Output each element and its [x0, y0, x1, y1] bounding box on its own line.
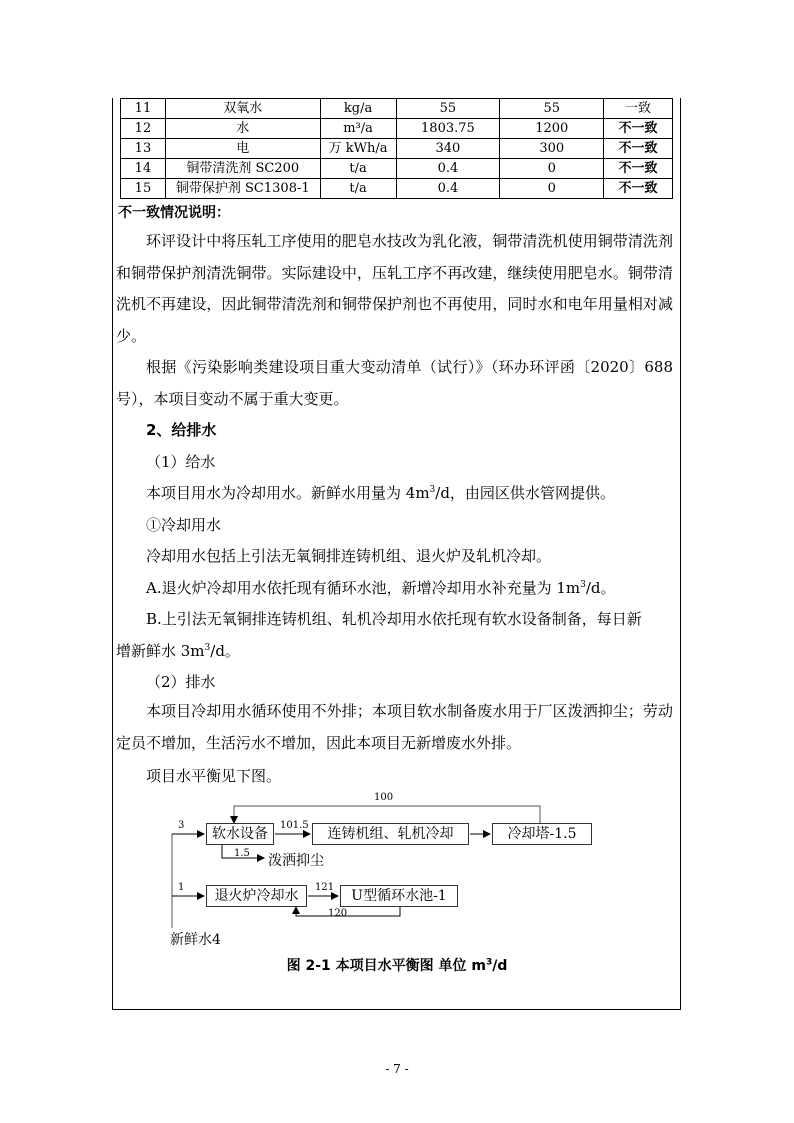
cell-no: 11 — [121, 99, 166, 119]
cell-eia: 55 — [396, 99, 500, 119]
cell-result: 不一致 — [604, 139, 673, 159]
figure-caption: 图 2-1 本项目水平衡图 单位 $m^3/d$ — [286, 957, 508, 974]
cell-actual: 55 — [500, 99, 604, 119]
page-number: - 7 - — [385, 1062, 409, 1076]
item-b-line-2: 增新鲜水 $3m^3/d$。 — [116, 642, 240, 660]
diagram-connectors — [160, 790, 600, 950]
cell-name: 铜带保护剂 SC1308-1 — [165, 179, 320, 199]
cell-no: 12 — [121, 119, 166, 139]
cell-name: 水 — [165, 119, 320, 139]
label-fresh: 新鲜水4 — [170, 932, 221, 948]
cell-actual: 0 — [500, 159, 604, 179]
label-return: 100 — [374, 792, 394, 803]
label-spill: 泼洒抑尘 — [268, 853, 324, 869]
pool-box: U型循环水池-1 — [340, 885, 458, 907]
table-row — [121, 139, 673, 159]
cell-eia: 0.4 — [396, 159, 500, 179]
label-pool-return: 120 — [328, 908, 348, 919]
cell-eia: 0.4 — [396, 179, 500, 199]
supply-heading: （1）给水 — [146, 453, 216, 471]
cell-no: 14 — [121, 159, 166, 179]
cell-unit: t/a — [320, 179, 396, 199]
label-in-soft: 3 — [178, 820, 185, 831]
cell-eia: 340 — [396, 139, 500, 159]
item-a-text: A.退火炉冷却用水依托现有循环水池，新增冷却用水补充量为 $1m^3/d$。 — [146, 579, 616, 597]
softener-box: 软水设备 — [206, 823, 274, 845]
annealer-box: 退火炉冷却水 — [206, 885, 307, 907]
label-anneal-pool: 121 — [315, 882, 335, 893]
cooling-heading: ①冷却用水 — [146, 516, 222, 534]
cell-actual: 1200 — [500, 119, 604, 139]
tower-box: 冷却塔-1.5 — [492, 823, 592, 845]
arrow-pool-return — [296, 907, 400, 916]
supply-text: 本项目用水为冷却用水。新鲜水用量为 $4m^3/d$，由园区供水管网提供。 — [146, 484, 615, 502]
cell-no: 15 — [121, 179, 166, 199]
materials-table-body — [121, 99, 673, 199]
table-row — [121, 99, 673, 119]
water-balance-diagram — [160, 790, 600, 950]
drain-heading: （2）排水 — [146, 673, 216, 691]
inconsistency-heading: 不一致情况说明： — [118, 205, 230, 221]
cell-actual: 0 — [500, 179, 604, 199]
cell-no: 13 — [121, 139, 166, 159]
cell-result: 不一致 — [604, 159, 673, 179]
water-heading: 2、给排水 — [146, 421, 217, 439]
table-row — [121, 159, 673, 179]
materials-table — [120, 98, 673, 199]
cell-name: 铜带清洗剂 SC200 — [165, 159, 320, 179]
cooling-text: 冷却用水包括上引法无氧铜排连铸机组、退火炉及轧机冷却。 — [146, 547, 552, 565]
cell-eia: 1803.75 — [396, 119, 500, 139]
cell-result: 不一致 — [604, 119, 673, 139]
item-b-line-1: B.上引法无氧铜排连铸机组、轧机冷却用水依托现有软水设备制备，每日新 — [146, 610, 642, 628]
balance-text: 项目水平衡见下图。 — [146, 767, 282, 785]
cell-unit: t/a — [320, 159, 396, 179]
inconsistency-paragraph-2: 根据《污染影响类建设项目重大变动清单（试行）》（环办环评函〔2020〕688 号），本项目变动不属于重大变更。 — [116, 358, 673, 408]
table-row — [121, 119, 673, 139]
cell-unit: kg/a — [320, 99, 396, 119]
cell-name: 电 — [165, 139, 320, 159]
inconsistency-paragraph-1: 环评设计中将压轧工序使用的肥皂水技改为乳化液，铜带清洗机使用铜带清洗剂和铜带保护剂清洗铜带。实际建设中，压轧工序不再改建，继续使用肥皂水。铜带清洗机不再建设，因此铜带清洗剂和铜带保护剂也不再使用，同时水和电年用量相对减少。 — [116, 232, 673, 345]
cell-unit: 万 kWh/a — [320, 139, 396, 159]
cell-unit: m³/a — [320, 119, 396, 139]
label-spill-amount: 1.5 — [234, 848, 250, 859]
cell-result: 不一致 — [604, 179, 673, 199]
caster-box: 连铸机组、轧机冷却 — [312, 823, 469, 845]
label-in-anneal: 1 — [178, 882, 185, 893]
cell-result: 一致 — [604, 99, 673, 119]
cell-name: 双氧水 — [165, 99, 320, 119]
cell-actual: 300 — [500, 139, 604, 159]
drain-text: 本项目冷却用水循环使用不外排；本项目软水制备废水用于厂区泼洒抑尘；劳动定员不增加，生活污水不增加，因此本项目无新增废水外排。 — [116, 702, 673, 752]
table-row — [121, 179, 673, 199]
label-soft-caster: 101.5 — [280, 820, 309, 831]
